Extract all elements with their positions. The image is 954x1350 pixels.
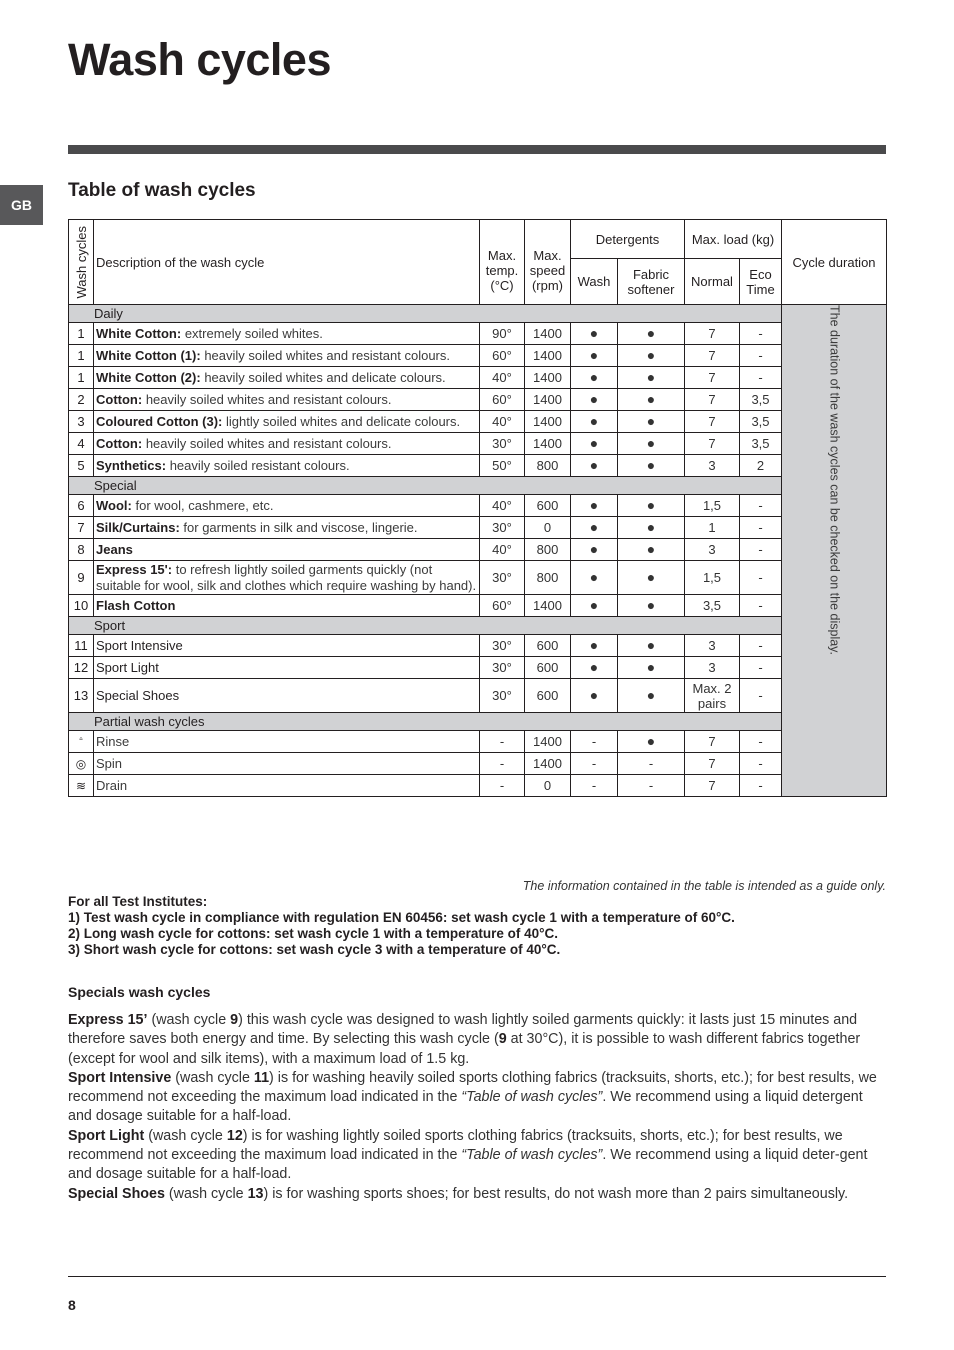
category-label: Daily <box>69 305 782 323</box>
table-row: 1 White Cotton (2): heavily soiled whites and delicate colours. 40° 1400 ● ● 7 - <box>69 367 887 389</box>
specials-title: Specials wash cycles <box>68 984 211 1000</box>
page-title: Wash cycles <box>68 34 331 85</box>
wash-cycles-table <box>68 219 887 797</box>
table-row: 9 Express 15': to refresh lightly soiled garments quickly (not suitable for wool, silk and clothes which require washing by hand). 30° 800 ● ● 1,5 - <box>69 561 887 595</box>
header-description: Description of the wash cycle <box>94 220 480 305</box>
table-row: 8 Jeans 40° 800 ● ● 3 - <box>69 539 887 561</box>
header-wash-cycles: Wash cycles <box>69 220 94 305</box>
express-paragraph: Express 15’ (wash cycle 9) this wash cycle was designed to wash lightly soiled garments quickly: it lasts just 15 minutes and therefore saves both energy and time. By selecting this wash cycle (9 at 30°C), it is possible to wash different fabrics together (except for wool and silk items), with a maximum load of 1.5 kg. <box>68 1012 861 1067</box>
table-row: Rinse - 1400 - ● 7 - <box>69 731 887 753</box>
table-row: 5 Synthetics: heavily soiled resistant colours. 50° 800 ● ● 3 2 <box>69 455 887 477</box>
table-row: 13 Special Shoes 30° 600 ● ● Max. 2 pairs - <box>69 679 887 713</box>
category-label: Special <box>69 477 782 495</box>
header-wash: Wash <box>571 259 618 305</box>
footer-rule <box>68 1276 886 1277</box>
table-row: 4 Cotton: heavily soiled whites and resistant colours. 30° 1400 ● ● 7 3,5 <box>69 433 887 455</box>
test-notes <box>68 894 886 958</box>
header-eco-time: Eco Time <box>740 259 782 305</box>
page-number: 8 <box>68 1297 76 1313</box>
header-rule <box>68 145 886 154</box>
table-row: ≋ Drain - 0 - - 7 - <box>69 775 887 797</box>
category-row <box>69 617 887 635</box>
sport-light-paragraph: Sport Light (wash cycle 12) is for washing lightly soiled sports clothing fabrics (tracksuits, shorts, etc.); for best results, we recommend not exceeding the maximum load indicated in the “Table of wash cycles”. We recommend using a liquid deter-gent and dosage suitable for a half-load. <box>68 1127 868 1183</box>
rinse-icon <box>72 735 90 750</box>
table-row: 1 White Cotton (1): heavily soiled whites and resistant colours. 60° 1400 ● ● 7 - <box>69 345 887 367</box>
table-row: 2 Cotton: heavily soiled whites and resistant colours. 60° 1400 ● ● 7 3,5 <box>69 389 887 411</box>
category-label: Sport <box>69 617 782 635</box>
table-row: 6 Wool: for wool, cashmere, etc. 40° 600 ● ● 1,5 - <box>69 495 887 517</box>
table-row: 11 Sport Intensive 30° 600 ● ● 3 - <box>69 635 887 657</box>
table-row: 7 Silk/Curtains: for garments in silk and viscose, lingerie. 30° 0 ● ● 1 - <box>69 517 887 539</box>
table-row: ◎ Spin - 1400 - - 7 - <box>69 753 887 775</box>
sport-intensive-paragraph: Sport Intensive (wash cycle 11) is for washing heavily soiled sports clothing fabrics (tracksuits, shorts, etc.); for best results, we recommend not exceeding the maximum load indicated in the “Table of wash cycles”. We recommend using a liquid detergent and dosage suitable for a half-load. <box>68 1069 877 1125</box>
header-max-load: Max. load (kg) <box>685 220 782 259</box>
test-note: 1) Test wash cycle in compliance with regulation EN 60456: set wash cycle 1 with a temperature of 60°C. <box>68 910 735 925</box>
table-row: 1 White Cotton: extremely soiled whites. 90° 1400 ● ● 7 - <box>69 323 887 345</box>
test-note: For all Test Institutes: <box>68 894 208 909</box>
language-tab: GB <box>0 185 43 225</box>
category-label: Partial wash cycles <box>69 713 782 731</box>
table-row: 10 Flash Cotton 60° 1400 ● ● 3,5 - <box>69 595 887 617</box>
category-row <box>69 305 887 323</box>
category-row <box>69 477 887 495</box>
header-max-temp: Max. temp. (°C) <box>480 220 525 305</box>
table-row: 3 Coloured Cotton (3): lightly soiled whites and delicate colours. 40° 1400 ● ● 7 3,5 <box>69 411 887 433</box>
category-row <box>69 713 887 731</box>
test-note: 2) Long wash cycle for cottons: set wash cycle 1 with a temperature of 40°C. <box>68 926 559 941</box>
cycle-duration-note: The duration of the wash cycles can be checked on the display. <box>782 305 887 797</box>
spin-icon: ◎ <box>75 756 87 771</box>
special-shoes-paragraph: Special Shoes (wash cycle 13) is for washing sports shoes; for best results, do not wash more than 2 pairs simultaneously. <box>68 1185 849 1202</box>
header-fabric-softener: Fabric softener <box>618 259 685 305</box>
drain-icon: ≋ <box>75 778 87 793</box>
header-detergents: Detergents <box>571 220 685 259</box>
specials-text <box>68 1011 888 1204</box>
header-max-speed: Max. speed (rpm) <box>525 220 571 305</box>
test-note: 3) Short wash cycle for cottons: set wash cycle 3 with a temperature of 40°C. <box>68 942 561 957</box>
table-row: 12 Sport Light 30° 600 ● ● 3 - <box>69 657 887 679</box>
header-cycle-duration: Cycle duration <box>782 220 887 305</box>
header-normal: Normal <box>685 259 740 305</box>
guide-note: The information contained in the table is intended as a guide only. <box>522 879 886 893</box>
section-title: Table of wash cycles <box>68 180 256 201</box>
